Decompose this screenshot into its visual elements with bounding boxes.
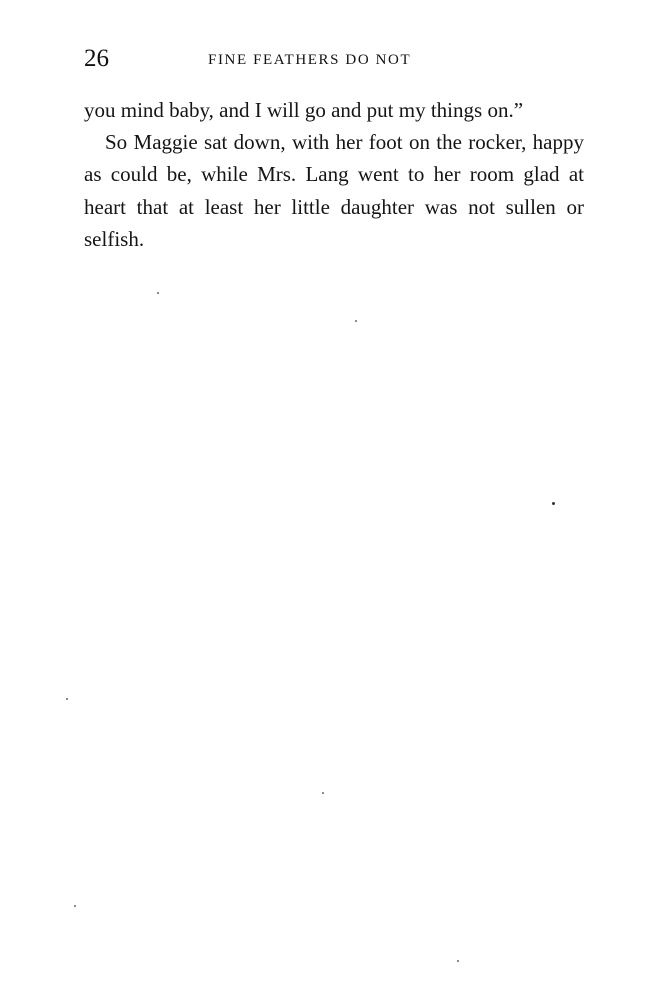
scan-speck [74,905,76,907]
scan-speck [457,960,459,962]
running-title: FINE FEATHERS DO NOT [208,52,412,68]
running-head [84,42,584,76]
body-text [84,94,584,255]
scan-speck [322,792,324,794]
scan-speck [552,502,555,505]
scan-speck [355,320,357,322]
scan-speck [157,292,159,294]
page-number: 26 [84,45,109,72]
scan-speck [66,698,68,700]
paragraph: So Maggie sat down, with her foot on the rocker, happy as could be, while Mrs. Lang went to her room glad at heart that at least her little daughter was not sullen or selfish. [84,130,584,251]
paragraph: you mind baby, and I will go and put my things on.” [84,98,524,122]
